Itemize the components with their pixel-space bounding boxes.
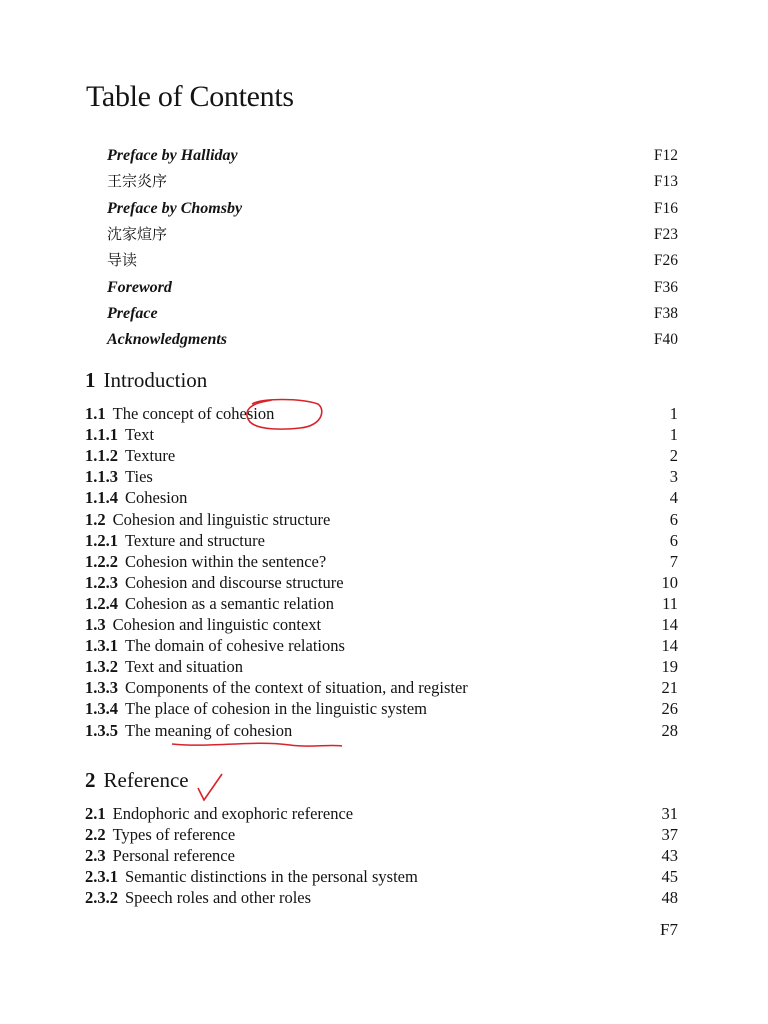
- section-title: Ties: [125, 467, 153, 487]
- entry-label: [85, 551, 326, 572]
- entry-page-number: 10: [661, 572, 678, 592]
- entry-page-number: F36: [653, 278, 678, 296]
- toc-entry-section: [0, 572, 768, 593]
- toc-entry-section: [0, 698, 768, 719]
- section-number: 2.3.2: [85, 888, 118, 908]
- section-title: Types of reference: [112, 825, 236, 845]
- section-title: Endophoric and exophoric reference: [112, 804, 354, 823]
- entry-label: [85, 445, 175, 466]
- entry-page-number: 28: [661, 720, 678, 740]
- section-title: The domain of cohesive relations: [125, 636, 345, 656]
- section-title: Text: [125, 425, 155, 445]
- entry-label: [85, 845, 235, 866]
- entry-label: [85, 698, 427, 719]
- entry-page-number: 2: [669, 446, 678, 466]
- entry-page-number: F13: [653, 173, 678, 191]
- section-title: Cohesion within the sentence?: [125, 551, 327, 571]
- chapter-heading: [85, 368, 207, 393]
- section-title: Texture and structure: [125, 530, 265, 550]
- section-number: 1.3: [85, 615, 106, 634]
- entry-page-number: 31: [661, 804, 678, 823]
- entry-page-number: F40: [653, 331, 678, 349]
- section-number: 2.2: [85, 825, 106, 845]
- toc-entry-section: [0, 487, 768, 508]
- section-title: Cohesion and discourse structure: [125, 572, 344, 592]
- toc-entry-section: [0, 509, 768, 530]
- entry-page-number: F12: [653, 147, 678, 164]
- underline-mark-meaning-of-cohesion: [172, 743, 342, 746]
- section-number: 1.2.1: [85, 530, 118, 550]
- toc-entry-section: [0, 614, 768, 635]
- entry-page-number: F38: [653, 304, 678, 322]
- toc-entry-section: [0, 424, 768, 445]
- entry-page-number: 3: [669, 467, 678, 487]
- chapter-number: 1: [85, 368, 96, 392]
- toc-entry-front-matter: [0, 277, 768, 298]
- section-number: 2.1: [85, 804, 106, 823]
- section-title: Cohesion and linguistic context: [112, 615, 322, 634]
- entry-label: Preface: [107, 304, 158, 322]
- toc-entry-section: [0, 720, 768, 741]
- entry-label: [85, 866, 418, 887]
- toc-entry-front-matter: [0, 303, 768, 324]
- entry-page-number: 14: [661, 615, 678, 634]
- page-title: Table of Contents: [86, 80, 294, 113]
- entry-label: [85, 656, 243, 677]
- entry-label: 导读: [107, 251, 138, 270]
- toc-entry-section: [0, 887, 768, 908]
- entry-label: [85, 887, 311, 908]
- toc-entry-section: [0, 593, 768, 614]
- entry-label: [85, 803, 353, 824]
- toc-entry-section: [0, 403, 768, 424]
- toc-entry-front-matter: [0, 145, 768, 166]
- chapter-title: Introduction: [103, 368, 208, 392]
- toc-entry-front-matter: [0, 224, 768, 245]
- section-title: Semantic distinctions in the personal system: [125, 867, 418, 887]
- entry-page-number: 6: [669, 530, 678, 550]
- toc-entry-section: [0, 635, 768, 656]
- section-number: 1.1.2: [85, 446, 118, 466]
- section-number: 1.3.2: [85, 657, 118, 677]
- toc-entry-section: [0, 803, 768, 824]
- entry-page-number: 11: [662, 593, 678, 613]
- section-title: Cohesion and linguistic structure: [112, 509, 331, 529]
- section-title: The meaning of cohesion: [125, 720, 293, 740]
- section-number: 1.3.5: [85, 720, 118, 740]
- entry-label: [85, 677, 468, 698]
- toc-entry-section: [0, 530, 768, 551]
- entry-page-number: 21: [661, 678, 678, 698]
- toc-entry-section: [0, 677, 768, 698]
- toc-entry-section: [0, 845, 768, 866]
- section-number: 1.3.1: [85, 636, 118, 656]
- entry-label: Acknowledgments: [107, 331, 228, 349]
- toc-entry-front-matter: [0, 329, 768, 350]
- toc-entry-section: [0, 656, 768, 677]
- chapter-heading: [85, 768, 189, 793]
- toc-entry-section: [0, 866, 768, 887]
- entry-label: [85, 572, 344, 593]
- section-number: 2.3.1: [85, 867, 118, 887]
- chapter-title: Reference: [103, 768, 189, 792]
- entry-page-number: 14: [661, 636, 678, 656]
- section-title: Cohesion as a semantic relation: [125, 593, 334, 613]
- tick-mark-reference: [198, 774, 222, 800]
- section-title: Personal reference: [112, 846, 235, 866]
- entry-label: [85, 824, 235, 845]
- section-title: Components of the context of situation, and register: [125, 678, 468, 698]
- entry-page-number: 26: [661, 699, 678, 719]
- section-number: 2.3: [85, 846, 106, 866]
- entry-label: [85, 530, 265, 551]
- section-title: The place of cohesion in the linguistic system: [125, 699, 427, 719]
- toc-entry-front-matter: [0, 171, 768, 192]
- entry-label: [85, 720, 292, 741]
- toc-entry-section: [0, 824, 768, 845]
- section-title: Cohesion: [125, 488, 188, 508]
- entry-page-number: 1: [669, 425, 678, 445]
- section-number: 1.1.3: [85, 467, 118, 487]
- footer-page-number: F7: [660, 920, 678, 939]
- entry-label: [85, 635, 345, 656]
- entry-page-number: F16: [653, 199, 678, 217]
- entry-label: Preface by Chomsby: [107, 199, 243, 217]
- section-number: 1.2.4: [85, 593, 118, 613]
- section-title: Texture: [125, 446, 176, 466]
- toc-entry-front-matter: [0, 250, 768, 271]
- section-number: 1.2.2: [85, 551, 118, 571]
- chapter-number: 2: [85, 768, 96, 792]
- entry-page-number: 7: [669, 551, 678, 571]
- section-title: Text and situation: [125, 657, 243, 677]
- section-title: The concept of cohesion: [112, 404, 275, 423]
- entry-page-number: 6: [669, 509, 678, 529]
- entry-page-number: 19: [661, 657, 678, 677]
- entry-label: [85, 593, 334, 614]
- toc-entry-section: [0, 445, 768, 466]
- entry-label: [85, 509, 330, 530]
- section-title: Speech roles and other roles: [125, 888, 312, 908]
- entry-label: 沈家煊序: [107, 224, 168, 243]
- entry-label: 王宗炎序: [107, 172, 168, 191]
- entry-label: [85, 424, 154, 445]
- section-number: 1.1.1: [85, 425, 118, 445]
- entry-page-number: 4: [669, 488, 678, 508]
- entry-page-number: 43: [661, 846, 678, 866]
- entry-label: [85, 614, 321, 635]
- toc-entry-section: [0, 466, 768, 487]
- entry-label: [85, 487, 187, 508]
- entry-label: [85, 403, 274, 424]
- entry-page-number: 37: [661, 825, 678, 845]
- toc-entry-section: [0, 551, 768, 572]
- entry-page-number: 45: [661, 867, 678, 887]
- entry-page-number: 1: [669, 404, 678, 423]
- section-number: 1.1.4: [85, 488, 118, 508]
- entry-label: Preface by Halliday: [107, 147, 238, 164]
- entry-page-number: 48: [661, 888, 678, 908]
- section-number: 1.1: [85, 404, 106, 423]
- section-number: 1.2: [85, 509, 106, 529]
- entry-page-number: F23: [653, 225, 678, 243]
- section-number: 1.2.3: [85, 572, 118, 592]
- section-number: 1.3.3: [85, 678, 118, 698]
- entry-label: [85, 466, 153, 487]
- entry-label: Foreword: [107, 278, 172, 296]
- section-number: 1.3.4: [85, 699, 118, 719]
- toc-entry-front-matter: [0, 198, 768, 219]
- entry-page-number: F26: [653, 252, 678, 270]
